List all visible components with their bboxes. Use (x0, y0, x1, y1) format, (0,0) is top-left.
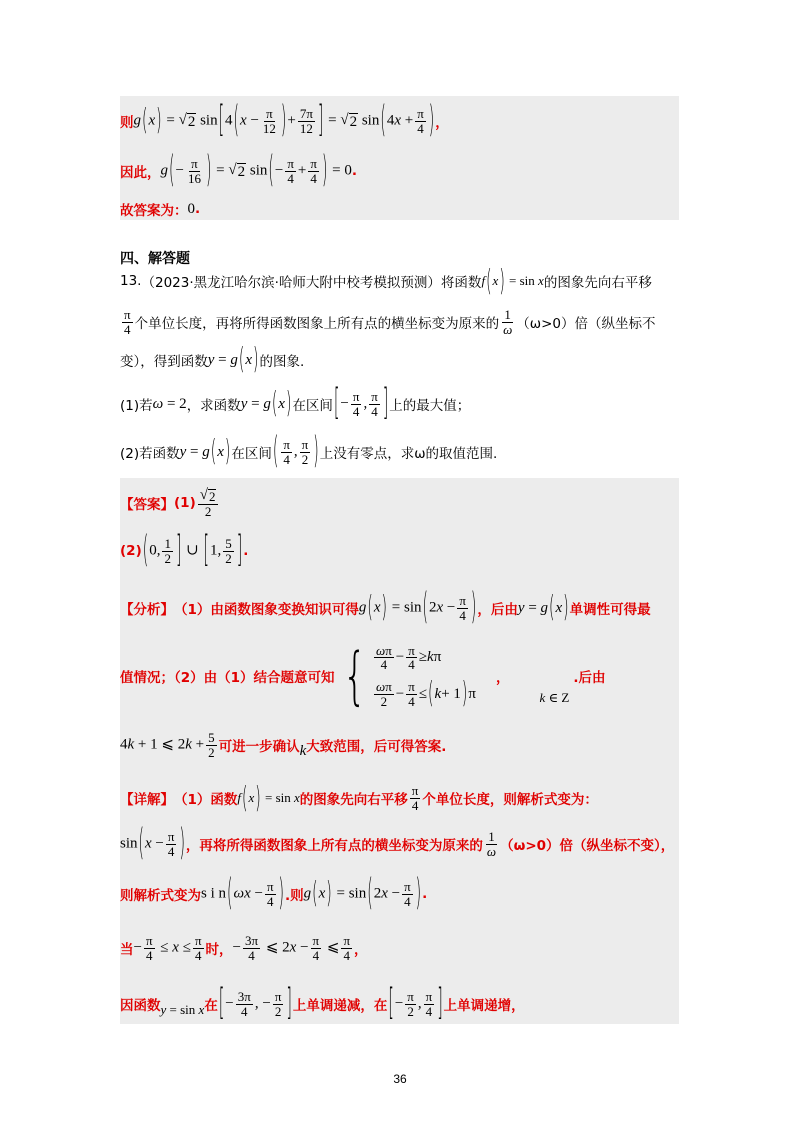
detail-line-1 (120, 778, 682, 818)
text: 则解析式变为 (120, 888, 201, 904)
formula: (0, $\frac{1}{2}$ ] ∪ [1, $\frac{5}{2}$ ] (142, 530, 243, 572)
answer-line-2 (120, 530, 682, 572)
text: 因此， (120, 165, 161, 181)
text: 个单位长度，再将所得函数图象上所有点的横坐标变为原来的 (134, 316, 500, 332)
text: (2)若函数 (120, 446, 180, 462)
formula: √ 2 2 (196, 488, 221, 519)
formula: k (299, 742, 307, 759)
formula: ( $\frac{\pi}{4}$ , $\frac{\pi}{2}$ ) (272, 431, 319, 473)
text: （ω>0）倍（纵坐标不 (516, 316, 656, 332)
text: 故答案为： (120, 203, 188, 219)
section-title: 四、解答题 (120, 251, 190, 267)
problem-source: （2023·黑龙江哈尔滨·哈师大附中校考模拟预测）将函数 (141, 275, 482, 291)
formula: $\frac{1}{\omega}$ (486, 828, 497, 859)
text: . (195, 201, 201, 217)
detail-line-5 (120, 982, 682, 1026)
top-line-2 (120, 150, 682, 192)
analysis-line-1 (120, 588, 682, 628)
text: （1）由函数图象变换知识可得 (174, 602, 359, 618)
formula: [− $\frac{\pi}{2}$ , $\frac{\pi}{4}$ ] (388, 983, 443, 1025)
inequality-system: { $\frac{\omega\pi}{4}$ − $\frac{\pi}{4}$ ≥ k π $\frac{\omega\pi}{2}$ − $\frac{\pi}{4}$ ≤ ( k + 1 ) π (342, 639, 476, 712)
formula: s i n(ωx − $\frac{\pi}{4}$ ) (201, 873, 284, 915)
problem-line-2 (120, 302, 682, 342)
text: 变），得到函数 (120, 354, 208, 370)
detail-line-4 (120, 928, 682, 968)
formula: g(− $\frac{\pi}{16}$ ) = √ 2 sin(− $\frac{\pi}{4}$ + $\frac{\pi}{4}$ ) = 0 (160, 150, 352, 192)
formula: [− $\frac{\pi}{4}$ , $\frac{\pi}{4}$ ] (333, 383, 389, 425)
formula: − $\frac{3\pi}{4}$ ⩽ 2x − $\frac{\pi}{4}$ ⩽ $\frac{\pi}{4}$ (232, 932, 351, 963)
analysis-line-3 (120, 724, 682, 766)
formula: sin(x − $\frac{\pi}{4}$ ) (120, 823, 185, 865)
formula: k ∈ Z (539, 690, 570, 705)
text: . (422, 886, 428, 902)
analysis-label: 【分析】 (120, 602, 174, 618)
formula: [− $\frac{3\pi}{4}$ , − $\frac{\pi}{2}$ ] (218, 983, 292, 1025)
problem-number: 13. (120, 273, 142, 289)
text: ，求函数 (186, 398, 241, 414)
formula: y = g(x) (207, 343, 259, 377)
analysis-line-2 (120, 636, 682, 716)
text: 可进一步确认 (218, 739, 300, 755)
answer-line-1 (120, 482, 682, 524)
formula: g(x) = sin(2x − $\frac{\pi}{4}$ ) (358, 587, 477, 629)
text: ，后由 (477, 602, 518, 618)
text: 的图象. (259, 354, 305, 370)
formula: y = g(x) (179, 435, 231, 469)
problem-line-1 (120, 265, 682, 299)
text: 在区间 (292, 398, 333, 414)
text: (1)若 (120, 398, 153, 414)
text: .后由 (573, 670, 606, 686)
text: (1) (174, 495, 196, 511)
text: 在区间 (231, 446, 272, 462)
text: 时， (205, 942, 233, 958)
text: ，再将所得函数图象上所有点的横坐标变为原来的 (185, 838, 483, 854)
formula: 4k + 1 ⩽ 2k + $\frac{5}{2}$ (120, 729, 215, 760)
text: 当 (120, 942, 134, 958)
formula: $\frac{\pi}{4}$ (411, 782, 419, 813)
formula: y = g(x) (517, 591, 569, 625)
text: ， (435, 115, 449, 131)
detail-line-2 (120, 824, 682, 864)
formula: y = sin x (160, 1002, 205, 1017)
answer-label: 【答案】 (120, 497, 174, 513)
text: 单调性可得最 (569, 602, 651, 618)
section-heading (120, 248, 682, 268)
formula: − $\frac{\pi}{4}$ ≤ x ≤ $\frac{\pi}{4}$ (133, 932, 202, 963)
text: (2) (120, 543, 142, 559)
text: 因函数 (120, 998, 161, 1014)
formula: ω = 2 (152, 395, 187, 412)
problem-line-3 (120, 343, 682, 377)
text: （1）函数 (174, 792, 238, 808)
question-2 (120, 432, 682, 472)
formula: $\frac{1}{\omega}$ (503, 306, 513, 337)
detail-line-3 (120, 874, 682, 914)
top-line-3 (120, 198, 682, 220)
formula: f(x) = sin x (237, 782, 300, 816)
text: 则 (120, 115, 134, 131)
formula: f(x) = sin x (481, 265, 544, 299)
formula: y = g(x) (240, 387, 292, 421)
text: .则 (285, 888, 304, 904)
text: 上单调递减，在 (292, 998, 388, 1014)
formula: $\frac{\pi}{4}$ (124, 306, 131, 337)
formula: g(x) = sin(2x − $\frac{\pi}{4}$ ) (303, 873, 422, 915)
text: ， (495, 670, 510, 686)
text: 上没有零点，求ω的取值范围. (319, 446, 498, 462)
text: 个单位长度，则解析式变为： (422, 792, 598, 808)
text: 上的最大值； (389, 398, 471, 414)
top-line-1 (120, 100, 682, 142)
text: 在 (204, 998, 218, 1014)
text: ， (354, 942, 368, 958)
detail-label: 【详解】 (120, 792, 174, 808)
page-number: 36 (393, 1072, 407, 1086)
text: . (351, 163, 358, 179)
answer-value: 0 (187, 200, 195, 217)
text: 上单调递增， (443, 998, 525, 1014)
text: 值情况；（2）由（1）结合题意可知 (120, 670, 335, 686)
text: . (243, 543, 249, 559)
text: 的图象先向右平移 (543, 275, 652, 291)
question-1 (120, 384, 682, 424)
formula: g(x) = √ 2 sin[4(x − $\frac{\pi}{12}$ )+ $\frac{7\pi}{12}$ ] = √ 2 sin(4x + $\frac{\pi}{4}$ ) (133, 100, 435, 142)
text: （ω>0）倍（纵坐标不变）， (500, 838, 675, 854)
text: 大致范围，后可得答案. (306, 739, 447, 755)
text: 的图象先向右平移 (299, 792, 408, 808)
